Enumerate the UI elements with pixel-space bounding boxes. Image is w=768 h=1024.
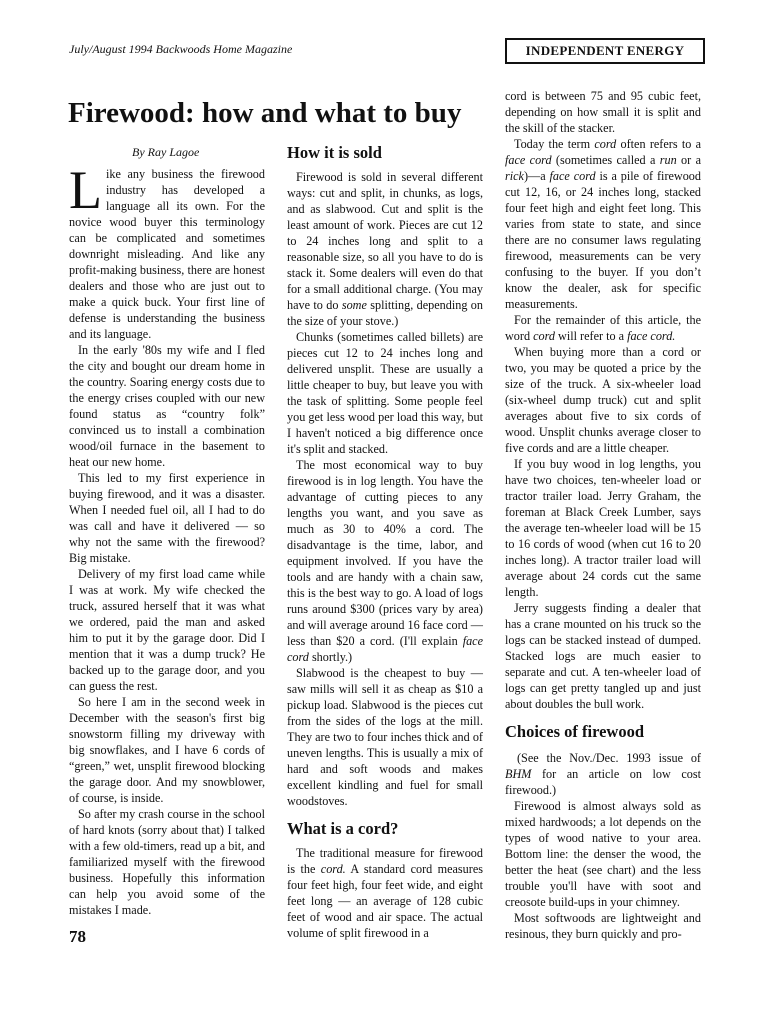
paragraph: Chunks (sometimes called billets) are pieces cut 12 to 24 inches long and delivered unsplit. These are usually a little cheaper to buy, but leave you with the task of splitting. Some people feel you get less wood per load this way, but I haven't noticed a big difference once it's split and stacked.: [287, 330, 483, 456]
paragraph: Delivery of my first load came while I was at work. My wife checked the truck, assured herself that it was what we ordered, paid the man and asked him to put it by the garage door. Did I mention that it was a dump truck? He backed up to the garage door, and you can guess the rest.: [69, 567, 265, 693]
section-heading-choices: Choices of firewood: [505, 722, 645, 741]
paragraph: Like any business the firewood industry has developed a language all its own. For the novice wood buyer this terminology can be complicated and sometimes downright misleading. And like any profit-making business, there are honest dealers and those who are just out to make a quick buck. Your first line of defense is understanding the business and its language.: [69, 160, 265, 341]
column-2: [287, 143, 483, 941]
paragraph: Today the term cord often refers to a face cord (sometimes called a run or a rick)—a face cord is a pile of firewood cut 12, 16, or 24 inches long, stacked four feet high and eight feet long. This varies from state to state, and since there are no consumer laws regulating firewood, measurements can be very confusing to the buyer. If you don’t know the dealer, ask for specific measurements.: [505, 137, 702, 311]
paragraph: The most economical way to buy firewood is in log length. You have the advantage of cutting pieces to any lengths you want, and you save as much as 30 to 40% a cord. The disadvantage is the time, labor, and equipment involved. If you have the tools and are handy with a chain saw, this is the best way to go. A load of logs runs around $300 (prices vary by area) and will average around 16 face cord — less than $20 a cord. (I'll explain face cord shortly.): [287, 458, 483, 664]
paragraph: Jerry suggests finding a dealer that has a crane mounted on his truck so the logs can be stacked instead of dumped. Stacked logs are much easier to separate and cut. A ten-wheeler load of logs can get pretty tangled up and just about doubles the bull work.: [505, 601, 701, 711]
section-label: INDEPENDENT ENERGY: [505, 38, 705, 64]
section-heading-how-sold: How it is sold: [287, 143, 382, 162]
paragraph: The traditional measure for firewood is the cord. A standard cord measures four feet high, four feet wide, and eight feet long — an average of 128 cubic feet of wood and air space. The actual volume of split firewood in a: [287, 846, 483, 940]
paragraph: Firewood is almost always sold as mixed hardwoods; a lot depends on the types of wood native to your area. Bottom line: the denser the wood, the better the heat (see chart) and the less trouble you'll have with soot and creosote build-ups in your chimney.: [505, 799, 701, 909]
paragraph: This led to my first experience in buying firewood, and it was a disaster. When I needed fuel oil, all I had to do was call and have it delivered — so why not the same with the firewood? Big mistake.: [69, 471, 265, 565]
paragraph: So here I am in the second week in December with the season's first big snowstorm filling my driveway with big snowflakes, and I have 6 cords of “green,” wet, unsplit firewood blocking the garage door. And my snowblower, of course, is inside.: [69, 695, 265, 805]
section-heading-what-is-cord: What is a cord?: [287, 819, 399, 838]
paragraph: Firewood is sold in several different ways: cut and split, in chunks, as logs, and as slabwood. Cut and split is the least amount of work. Pieces are cut 12 to 24 inches long and split to a reasonable size, so all you have to do is stack it. Some dealers will even do that for a small additional charge. (You may have to do some splitting, depending on the size of your stove.): [287, 170, 483, 328]
byline: By Ray Lagoe: [132, 145, 200, 159]
paragraph: (See the Nov./Dec. 1993 issue of BHM for an article on low cost firewood.): [505, 751, 701, 797]
paragraph: When buying more than a cord or two, you may be quoted a price by the size of the truck. A six-wheeler load (six-wheel dump truck) cut and split averages about five to six cords of wood. Unsplit chunks average closer to five cords and are a little cheaper.: [505, 345, 701, 455]
issue-line: July/August 1994 Backwoods Home Magazine: [69, 42, 293, 56]
drop-cap: L: [69, 160, 102, 220]
paragraph: cord is between 75 and 95 cubic feet, depending on how small it is split and the skill of the stacker.: [505, 89, 701, 135]
paragraph: If you buy wood in log lengths, you have two choices, ten-wheeler load or tractor trailer load. Jerry Graham, the foreman at Black Creek Lumber, says the average ten-wheeler load will be 15 to 16 cords of wood (when cut 16 to 20 inches long). A tractor trailer load will average about 24 cords cut the same length.: [505, 457, 701, 599]
paragraph: So after my crash course in the school of hard knots (sorry about that) I talked with a few old-timers, read up a bit, and familiarized myself with the firewood business. Hopefully this information can help you avoid some of the mistakes I made.: [69, 807, 265, 917]
page-number: 78: [69, 927, 86, 946]
column-1: [69, 160, 265, 918]
paragraph: Slabwood is the cheapest to buy — saw mills will sell it as cheap as $10 a pickup load. Slabwood is the pieces cut from the sides of the logs at the mill. They are two to four inches thick and of uneven lengths. This is usually a mix of hard and soft woods and makes excellent kindling and fuel for small woodstoves.: [287, 666, 483, 808]
column-3: [505, 88, 701, 942]
paragraph: For the remainder of this article, the word cord will refer to a face cord.: [505, 313, 701, 343]
article-title: Firewood: how and what to buy: [68, 97, 462, 129]
paragraph: Most softwoods are lightweight and resinous, they burn quickly and pro-: [505, 911, 701, 941]
paragraph: In the early '80s my wife and I fled the city and bought our dream home in the country. Soaring energy costs due to the energy crises coupled with our new found status as “country folk” convinced us to install a combination wood/oil furnace in the basement to heat our new home.: [69, 343, 265, 469]
